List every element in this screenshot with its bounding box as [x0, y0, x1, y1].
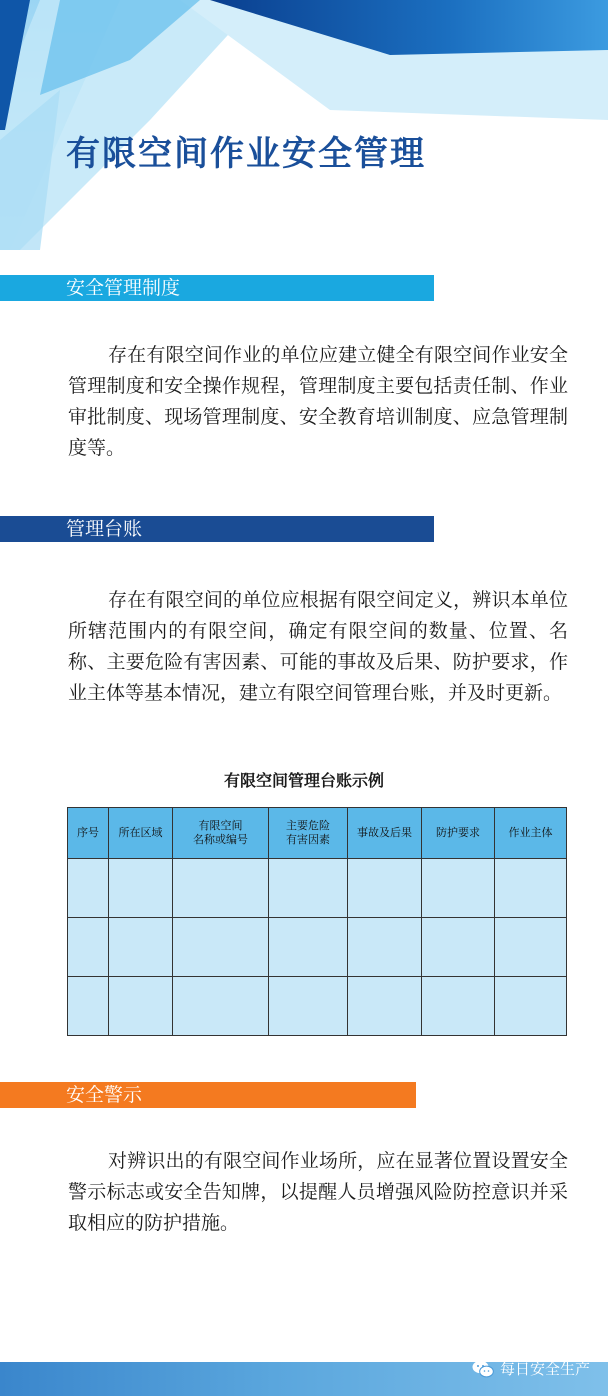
- table-header-cell: 事故及后果: [348, 808, 422, 859]
- table-cell: [68, 918, 109, 977]
- table-cell: [348, 859, 422, 918]
- table-cell: [269, 918, 348, 977]
- table-cell: [348, 977, 422, 1036]
- table-header-cell: 所在区域: [109, 808, 173, 859]
- table-header-row: [68, 808, 567, 859]
- table-cell: [269, 859, 348, 918]
- ledger-table: [67, 807, 567, 1036]
- section-heading-safety-system: 安全管理制度: [0, 275, 434, 301]
- header-background: [0, 0, 608, 250]
- page-title: 有限空间作业安全管理: [66, 134, 426, 174]
- watermark: [472, 1358, 590, 1379]
- table-cell: [109, 859, 173, 918]
- table-cell: [495, 918, 567, 977]
- table-caption: 有限空间管理台账示例: [223, 771, 384, 790]
- table-cell: [348, 918, 422, 977]
- table-row: [68, 918, 567, 977]
- table-row: [68, 977, 567, 1036]
- table-cell: [68, 977, 109, 1036]
- header-decoration: [0, 0, 608, 250]
- wechat-icon: [472, 1360, 494, 1378]
- table-header-cell: 有限空间 名称或编号: [173, 808, 269, 859]
- table-header-cell: 作业主体: [495, 808, 567, 859]
- section-text-ledger: 存在有限空间的单位应根据有限空间定义，辨识本单位所辖范围内的有限空间，确定有限空间的数量、位置、名称、主要危险有害因素、可能的事故及后果、防护要求，作业主体等基本情况，建立有限空间管理台账，并及时更新。: [68, 589, 568, 704]
- section-heading-ledger: 管理台账: [0, 516, 434, 542]
- table-cell: [422, 859, 495, 918]
- table-cell: [173, 859, 269, 918]
- table-cell: [422, 977, 495, 1036]
- table-body: [68, 859, 567, 1036]
- section-heading-warning: 安全警示: [0, 1082, 416, 1108]
- table-header-cell: 序号: [68, 808, 109, 859]
- table-cell: [495, 977, 567, 1036]
- section-text-warning: 对辨识出的有限空间作业场所，应在显著位置设置安全警示标志或安全告知牌，以提醒人员增强风险防控意识并采取相应的防护措施。: [68, 1150, 568, 1234]
- table-header-cell: 主要危险 有害因素: [269, 808, 348, 859]
- table-row: [68, 859, 567, 918]
- section-text-safety-system: 存在有限空间作业的单位应建立健全有限空间作业安全管理制度和安全操作规程，管理制度主要包括责任制、作业审批制度、现场管理制度、安全教育培训制度、应急管理制度等。: [68, 344, 568, 459]
- table-cell: [422, 918, 495, 977]
- table-header-cell: 防护要求: [422, 808, 495, 859]
- table-cell: [173, 918, 269, 977]
- table-cell: [269, 977, 348, 1036]
- table-cell: [173, 977, 269, 1036]
- table-cell: [109, 977, 173, 1036]
- table-cell: [109, 918, 173, 977]
- table-cell: [68, 859, 109, 918]
- table-cell: [495, 859, 567, 918]
- watermark-text: 每日安全生产: [499, 1360, 590, 1378]
